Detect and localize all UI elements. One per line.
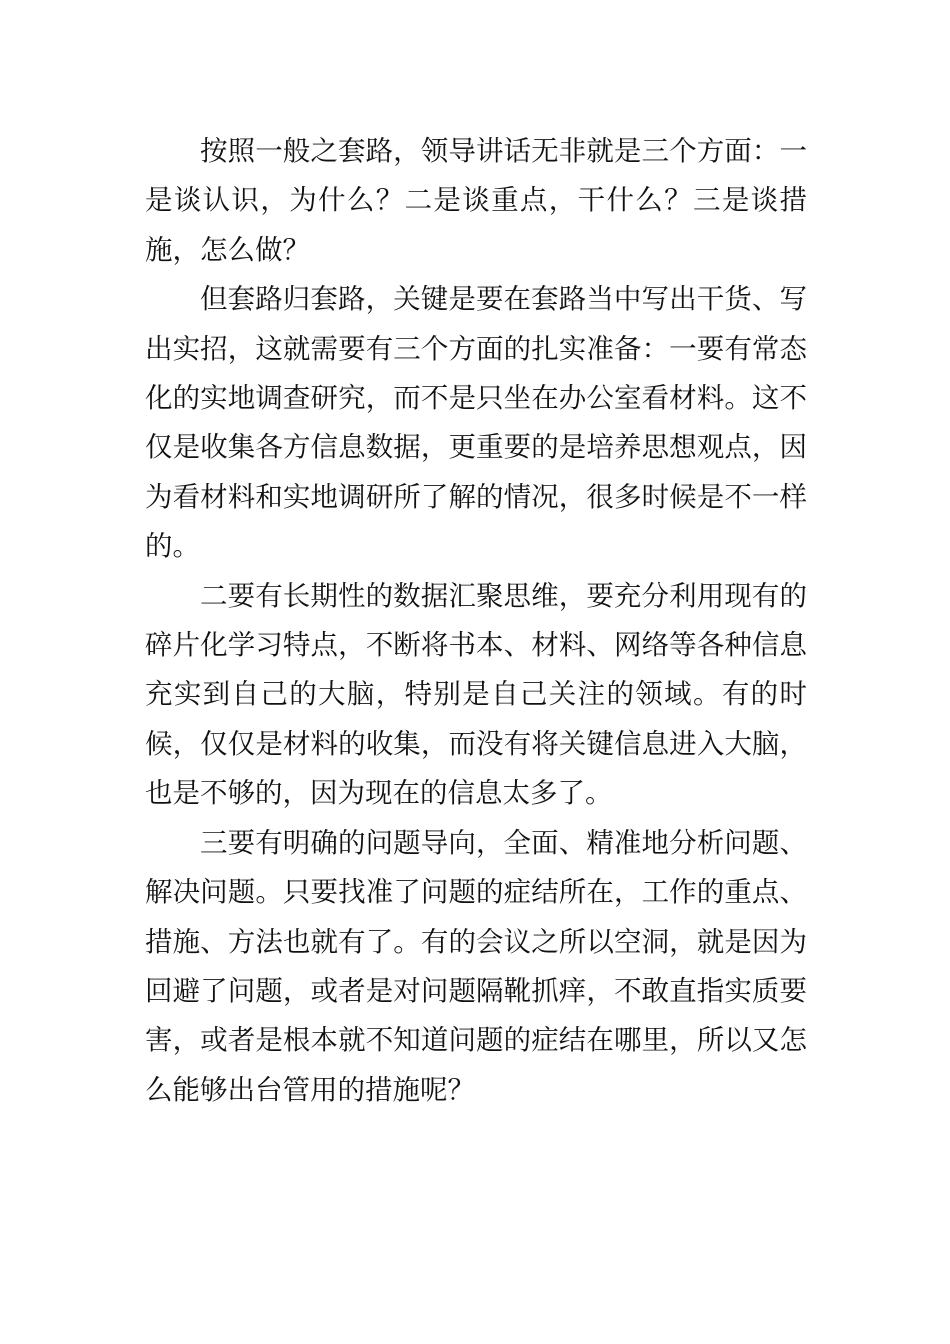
document-body	[145, 127, 807, 1115]
paragraph-4: 三要有明确的问题导向，全面、精准地分析问题、解决问题。只要找准了问题的症结所在，工作的重点、措施、方法也就有了。有的会议之所以空洞，就是因为回避了问题，或者是对问题隔靴抓痒，不敢直指实质要害，或者是根本就不知道问题的症结在哪里，所以又怎么能够出台管用的措施呢？	[145, 826, 807, 1106]
paragraph-2: 但套路归套路，关键是要在套路当中写出干货、写出实招，这就需要有三个方面的扎实准备：一要有常态化的实地调查研究，而不是只坐在办公室看材料。这不仅是收集各方信息数据，更重要的是培养思想观点，因为看材料和实地调研所了解的情况，很多时候是不一样的。	[145, 283, 807, 563]
paragraph-3: 二要有长期性的数据汇聚思维，要充分利用现有的碎片化学习特点，不断将书本、材料、网络等各种信息充实到自己的大脑，特别是自己关注的领域。有的时候，仅仅是材料的收集，而没有将关键信息进入大脑，也是不够的，因为现在的信息太多了。	[145, 579, 807, 810]
paragraph-1: 按照一般之套路，领导讲话无非就是三个方面：一是谈认识，为什么？二是谈重点，干什么？三是谈措施，怎么做？	[145, 135, 807, 266]
